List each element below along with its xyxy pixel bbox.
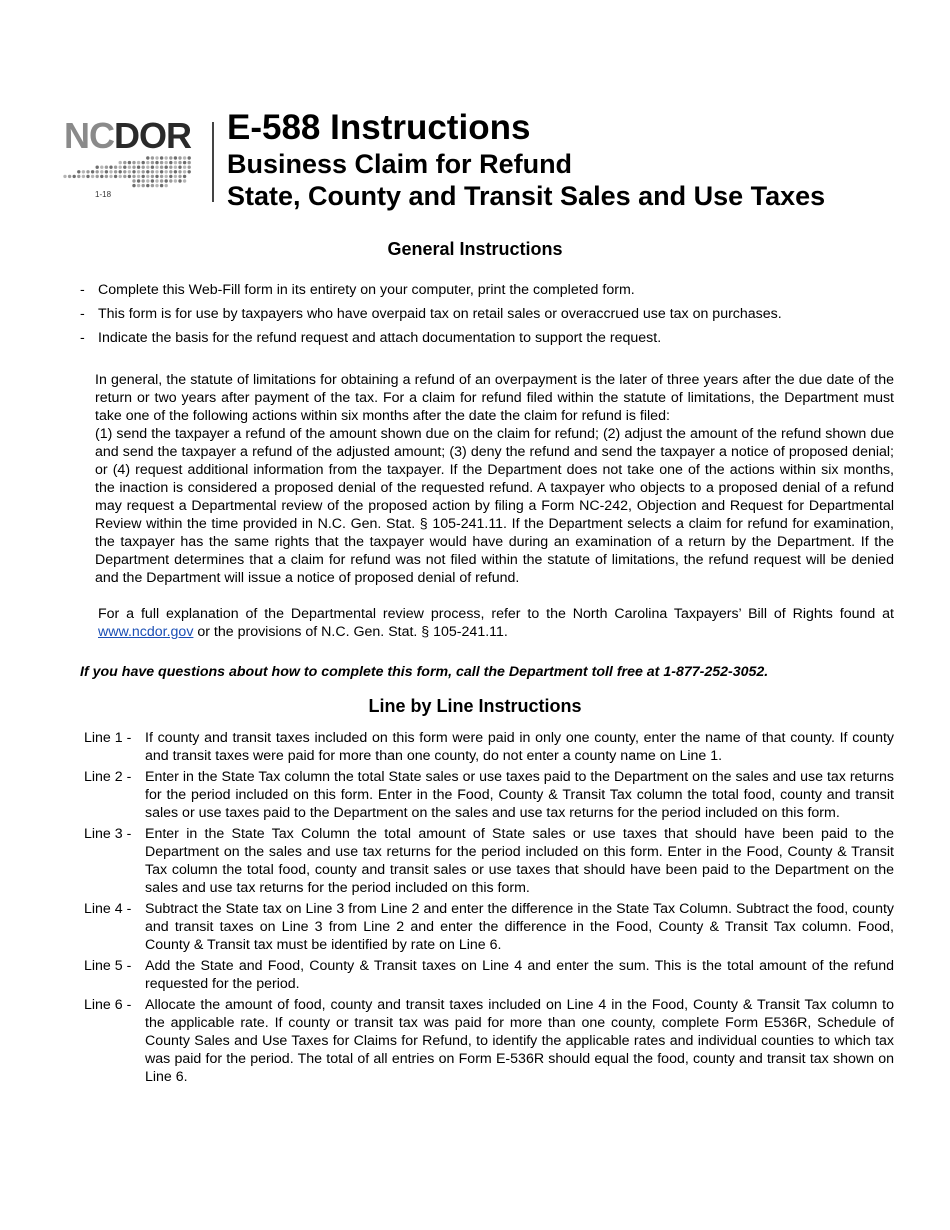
line-label: Line 1 - — [84, 730, 132, 746]
line-label: Line 3 - — [84, 826, 132, 842]
line-text: Add the State and Food, County & Transit taxes on Line 4 and enter the sum. This is the total amount of the refund requested for the period. — [145, 958, 894, 992]
list-item: - Indicate the basis for the refund request and attach documentation to support the request. — [80, 328, 910, 352]
line-item-3 — [84, 825, 894, 897]
line-by-line-heading: Line by Line Instructions — [368, 696, 582, 716]
nc-map-dots-icon — [62, 154, 197, 206]
bullet-text: Complete this Web-Fill form in its entirety on your computer, print the completed form. — [98, 282, 635, 298]
line-text: Enter in the State Tax column the total State sales or use taxes paid to the Department on the sales and use tax returns for the period included on this form. Enter in the Food, County & Transit Tax column the total food, county and transit sales or use taxes paid to the Department on the sales and use tax returns for the period included on this form. — [145, 769, 894, 821]
header-divider — [212, 122, 214, 202]
line-label: Line 4 - — [84, 901, 132, 917]
line-item-2 — [84, 768, 894, 822]
statute-paragraph — [95, 371, 894, 587]
review-text-after: or the provisions of N.C. Gen. Stat. § 105-241.11. — [193, 624, 508, 640]
line-item-4 — [84, 900, 894, 954]
line-item-5 — [84, 957, 894, 993]
bullet-text: Indicate the basis for the refund request and attach documentation to support the request. — [98, 330, 662, 346]
statute-actions: (1) send the taxpayer a refund of the amount shown due on the claim for refund; (2) adjust the amount of the refund shown due and send the taxpayer a refund of the adjusted amount; (3) deny the refund and send the taxpayer a notice of proposed denial; or (4) request additional information from the taxpayer. If the Department does not take one of the actions within six months, the inaction is considered a proposed denial of the requested refund. A taxpayer who objects to a proposed denial of a refund may request a Departmental review of the proposed action by filing a Form NC-242, Objection and Request for Departmental Review within the time provided in N.C. Gen. Stat. § 105-241.11. If the Department selects a claim for refund for examination, the taxpayer has the same rights that the taxpayer would have during an examination of a return by the Department. If the Department determines that a claim for refund was not filed within the statute of limitations, the refund request will be denied and the Department will issue a notice of proposed denial of refund. — [95, 426, 894, 586]
general-instructions-heading: General Instructions — [387, 239, 563, 259]
page-title: E-588 Instructions — [227, 108, 531, 147]
ncdor-logo — [62, 116, 197, 206]
line-item-6 — [84, 996, 894, 1086]
review-paragraph — [98, 605, 894, 641]
list-item: - This form is for use by taxpayers who have overpaid tax on retail sales or overaccrued use tax on purchases. — [80, 304, 910, 328]
phone-help-note: If you have questions about how to complete this form, call the Department toll free at 1-877-252-3052. — [80, 664, 769, 680]
ncdor-website-link[interactable]: www.ncdor.gov — [98, 624, 194, 640]
logo-dor: DOR — [114, 115, 191, 156]
line-text: Subtract the State tax on Line 3 from Line 2 and enter the difference in the State Tax Column. Subtract the food, county and transit taxes on Line 3 from Line 2 and enter the difference in the Food, County & Transit Tax column. Food, County & Transit tax must be identified by rate on Line 6. — [145, 901, 894, 953]
review-text-before: For a full explanation of the Departmental review process, refer to the North Carolina Taxpayers’ Bill of Rights found at — [98, 606, 894, 622]
line-text: Allocate the amount of food, county and transit taxes included on Line 4 in the Food, County & Transit Tax column to the applicable rate. If county or transit tax was paid for more than one county, complete Form E536R, Schedule of County Sales and Use Taxes for Claims for Refund, to identify the applicable rates and individual counties to which tax was paid for the period. The total of all entries on Form E-536R should equal the food, county and transit tax shown on Line 6. — [145, 997, 894, 1085]
line-text: If county and transit taxes included on this form were paid in only one county, enter the name of that county. If county and transit taxes were paid for more than one county, do not enter a county name on Line 1. — [145, 730, 894, 764]
line-item-1 — [84, 729, 894, 765]
line-text: Enter in the State Tax Column the total amount of State sales or use taxes that should have been paid to the Department on the sales and use tax returns for the period included on this form. Enter in the Food, County & Transit Tax column the total food, county and transit sales or use taxes that should have been paid to the Department on the sales and use tax returns for the period included on this form. — [145, 826, 894, 896]
bullet-text: This form is for use by taxpayers who have overpaid tax on retail sales or overaccrued use tax on purchases. — [98, 306, 782, 322]
statute-intro: In general, the statute of limitations for obtaining a refund of an overpayment is the later of three years after the due date of the return or two years after payment of the tax. For a claim for refund filed within the statute of limitations, the Department must take one of the following actions within six months after the date the claim for refund is filed: — [95, 372, 894, 424]
logo-wordmark — [64, 115, 191, 156]
general-bullet-list — [80, 280, 910, 352]
logo-nc: NC — [64, 115, 114, 156]
list-item: - Complete this Web-Fill form in its entirety on your computer, print the completed form. — [80, 280, 910, 304]
line-label: Line 6 - — [84, 997, 132, 1013]
title-block — [227, 108, 825, 212]
form-header — [62, 108, 922, 211]
line-instructions-list — [84, 729, 894, 1089]
page-subtitle-2: State, County and Transit Sales and Use Taxes — [227, 181, 826, 211]
line-label: Line 2 - — [84, 769, 132, 785]
page-subtitle-1: Business Claim for Refund — [227, 149, 573, 179]
line-label: Line 5 - — [84, 958, 132, 974]
form-revision-date: 1-18 — [95, 190, 112, 199]
